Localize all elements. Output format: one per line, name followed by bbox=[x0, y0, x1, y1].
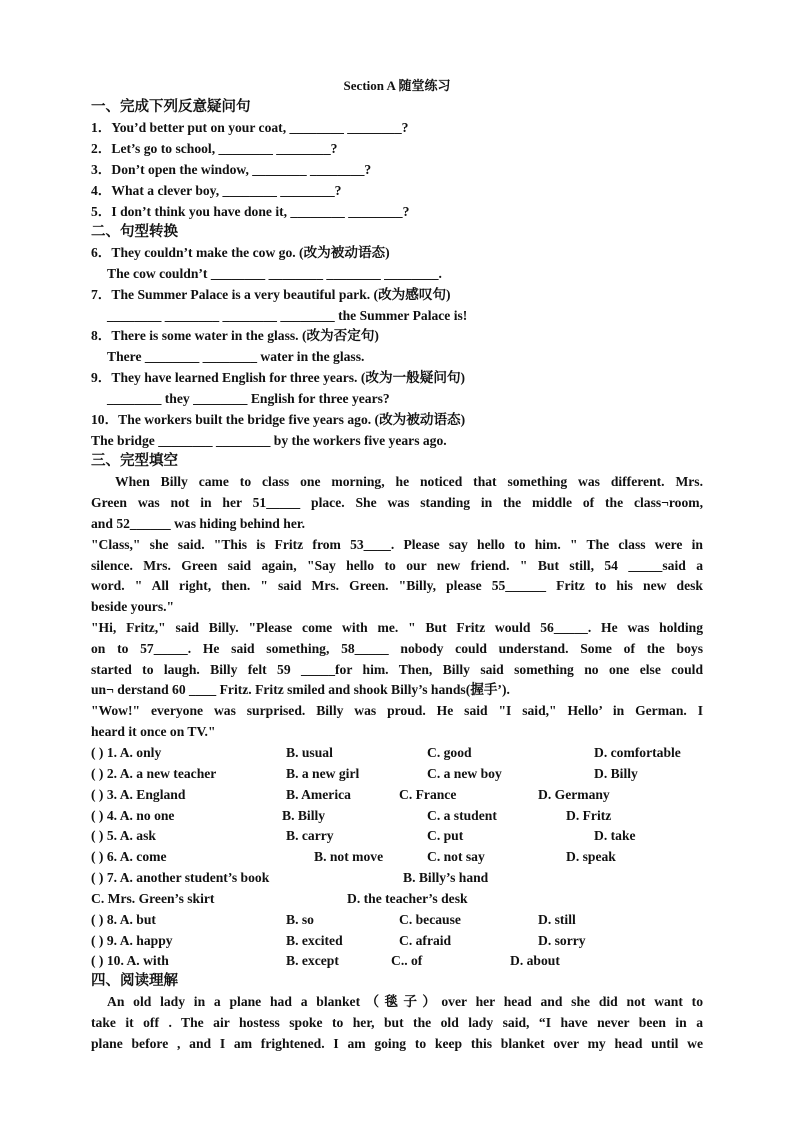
choice-option: C. a new boy bbox=[427, 766, 502, 781]
answer-line-10: The bridge ________ ________ by the workers five years ago. bbox=[91, 433, 447, 448]
cloze-line: "Class," she said. "This is Fritz from 53____. Please say hello to him. " The class were in bbox=[91, 537, 703, 552]
question-5: 5．I don’t think you have done it, ________ ________? bbox=[91, 204, 410, 219]
question-8: 8．There is some water in the glass. (改为否定句) bbox=[91, 328, 379, 343]
choice-option: C.. of bbox=[391, 953, 423, 968]
choice-question: ( ) 2. A. a new teacher bbox=[91, 766, 217, 781]
choice-option: B. America bbox=[286, 787, 351, 802]
page-title: Section A 随堂练习 bbox=[343, 78, 451, 93]
reading-line: plane before , and I am frightened. I am going to keep this blanket over my head until we bbox=[91, 1036, 703, 1051]
choice-question: ( ) 7. A. another student’s book bbox=[91, 870, 270, 885]
cloze-line: heard it once on TV." bbox=[91, 724, 216, 739]
question-10: 10．The workers built the bridge five years ago. (改为被动语态) bbox=[91, 412, 466, 427]
choice-option: C. afraid bbox=[399, 933, 452, 948]
answer-line-7: ________ ________ ________ ________ the Summer Palace is! bbox=[107, 308, 468, 323]
choice-option: C. a student bbox=[427, 808, 497, 823]
answer-line-6: The cow couldn’t ________ ________ ________ ________. bbox=[107, 266, 442, 281]
section-heading-4: 四、阅读理解 bbox=[91, 973, 178, 989]
answer-line-8: There ________ ________ water in the glass. bbox=[107, 349, 365, 364]
choice-question: ( ) 6. A. come bbox=[91, 849, 167, 864]
choice-option: B. usual bbox=[286, 745, 333, 760]
choice-option: C. not say bbox=[427, 849, 485, 864]
question-2: 2．Let’s go to school, ________ ________? bbox=[91, 141, 338, 156]
choice-option: D. about bbox=[510, 953, 560, 968]
choice-option: D. take bbox=[594, 828, 636, 843]
cloze-line: word. " All right, then. " said Mrs. Green. "Billy, please 55______ Fritz to his new desk bbox=[91, 578, 703, 593]
choice-option: C. Mrs. Green’s skirt bbox=[91, 891, 215, 906]
question-7: 7．The Summer Palace is a very beautiful park. (改为感叹句) bbox=[91, 287, 451, 302]
question-6: 6．They couldn’t make the cow go. (改为被动语态) bbox=[91, 245, 390, 260]
choice-question: ( ) 8. A. but bbox=[91, 912, 156, 927]
question-1: 1．You’d better put on your coat, ________ ________? bbox=[91, 120, 409, 135]
cloze-line: and 52______ was hiding behind her. bbox=[91, 516, 306, 531]
cloze-line: started to laugh. Billy felt 59 _____for him. Then, Billy said something no one else could bbox=[91, 662, 703, 677]
choice-option: D. Germany bbox=[538, 787, 610, 802]
choice-question: ( ) 9. A. happy bbox=[91, 933, 173, 948]
choice-option: D. sorry bbox=[538, 933, 586, 948]
choice-option: B. a new girl bbox=[286, 766, 360, 781]
cloze-line: on to 57_____. He said something, 58_____ nobody could understand. Some of the boys bbox=[91, 641, 703, 656]
choice-option: B. except bbox=[286, 953, 339, 968]
question-4: 4．What a clever boy, ________ ________? bbox=[91, 183, 342, 198]
cloze-line: un¬ derstand 60 ____ Fritz. Fritz smiled and shook Billy’s hands(握手’). bbox=[91, 682, 510, 697]
choice-option: D. the teacher’s desk bbox=[347, 891, 468, 906]
question-3: 3．Don’t open the window, ________ ________? bbox=[91, 162, 372, 177]
choice-option: C. good bbox=[427, 745, 472, 760]
cloze-line: silence. Mrs. Green said again, "Say hello to our new friend. " But still, 54 _____said a bbox=[91, 558, 703, 573]
choice-question: ( ) 1. A. only bbox=[91, 745, 162, 760]
choice-option: B. Billy bbox=[282, 808, 326, 823]
choice-option: D. Fritz bbox=[566, 808, 612, 823]
section-heading-3: 三、完型填空 bbox=[91, 453, 178, 469]
choice-option: C. put bbox=[427, 828, 464, 843]
reading-line: An old lady in a plane had a blanket（毯子）over her head and she did not want to bbox=[107, 994, 703, 1009]
cloze-line: When Billy came to class one morning, he noticed that something was different. Mrs. bbox=[115, 474, 703, 489]
choice-option: D. still bbox=[538, 912, 576, 927]
choice-question: ( ) 10. A. with bbox=[91, 953, 169, 968]
cloze-line: "Wow!" everyone was surprised. Billy was proud. He said "I said," Hello’ in German. I bbox=[91, 703, 703, 718]
choice-option: B. not move bbox=[314, 849, 384, 864]
question-9: 9．They have learned English for three years. (改为一般疑问句) bbox=[91, 370, 466, 385]
reading-line: take it off . The air hostess spoke to her, but the old lady said, “I have never been in a bbox=[91, 1015, 703, 1030]
choice-option: B. Billy’s hand bbox=[403, 870, 489, 885]
section-heading-2: 二、句型转换 bbox=[91, 224, 178, 240]
cloze-line: "Hi, Fritz," said Billy. "Please come with me. " But Fritz would 56_____. He was holding bbox=[91, 620, 703, 635]
answer-line-9: ________ they ________ English for three years? bbox=[107, 391, 390, 406]
section-heading-1: 一、完成下列反意疑问句 bbox=[91, 99, 251, 115]
choice-option: B. carry bbox=[286, 828, 334, 843]
choice-option: B. so bbox=[286, 912, 314, 927]
choice-option: D. speak bbox=[566, 849, 616, 864]
choice-option: D. Billy bbox=[594, 766, 638, 781]
choice-question: ( ) 3. A. England bbox=[91, 787, 186, 802]
choice-option: D. comfortable bbox=[594, 745, 681, 760]
cloze-line: Green was not in her 51_____ place. She was standing in the middle of the class¬room, bbox=[91, 495, 703, 510]
choice-question: ( ) 5. A. ask bbox=[91, 828, 156, 843]
choice-option: C. because bbox=[399, 912, 461, 927]
choice-option: B. excited bbox=[286, 933, 343, 948]
choice-question: ( ) 4. A. no one bbox=[91, 808, 175, 823]
choice-option: C. France bbox=[399, 787, 457, 802]
cloze-line: beside yours." bbox=[91, 599, 175, 614]
